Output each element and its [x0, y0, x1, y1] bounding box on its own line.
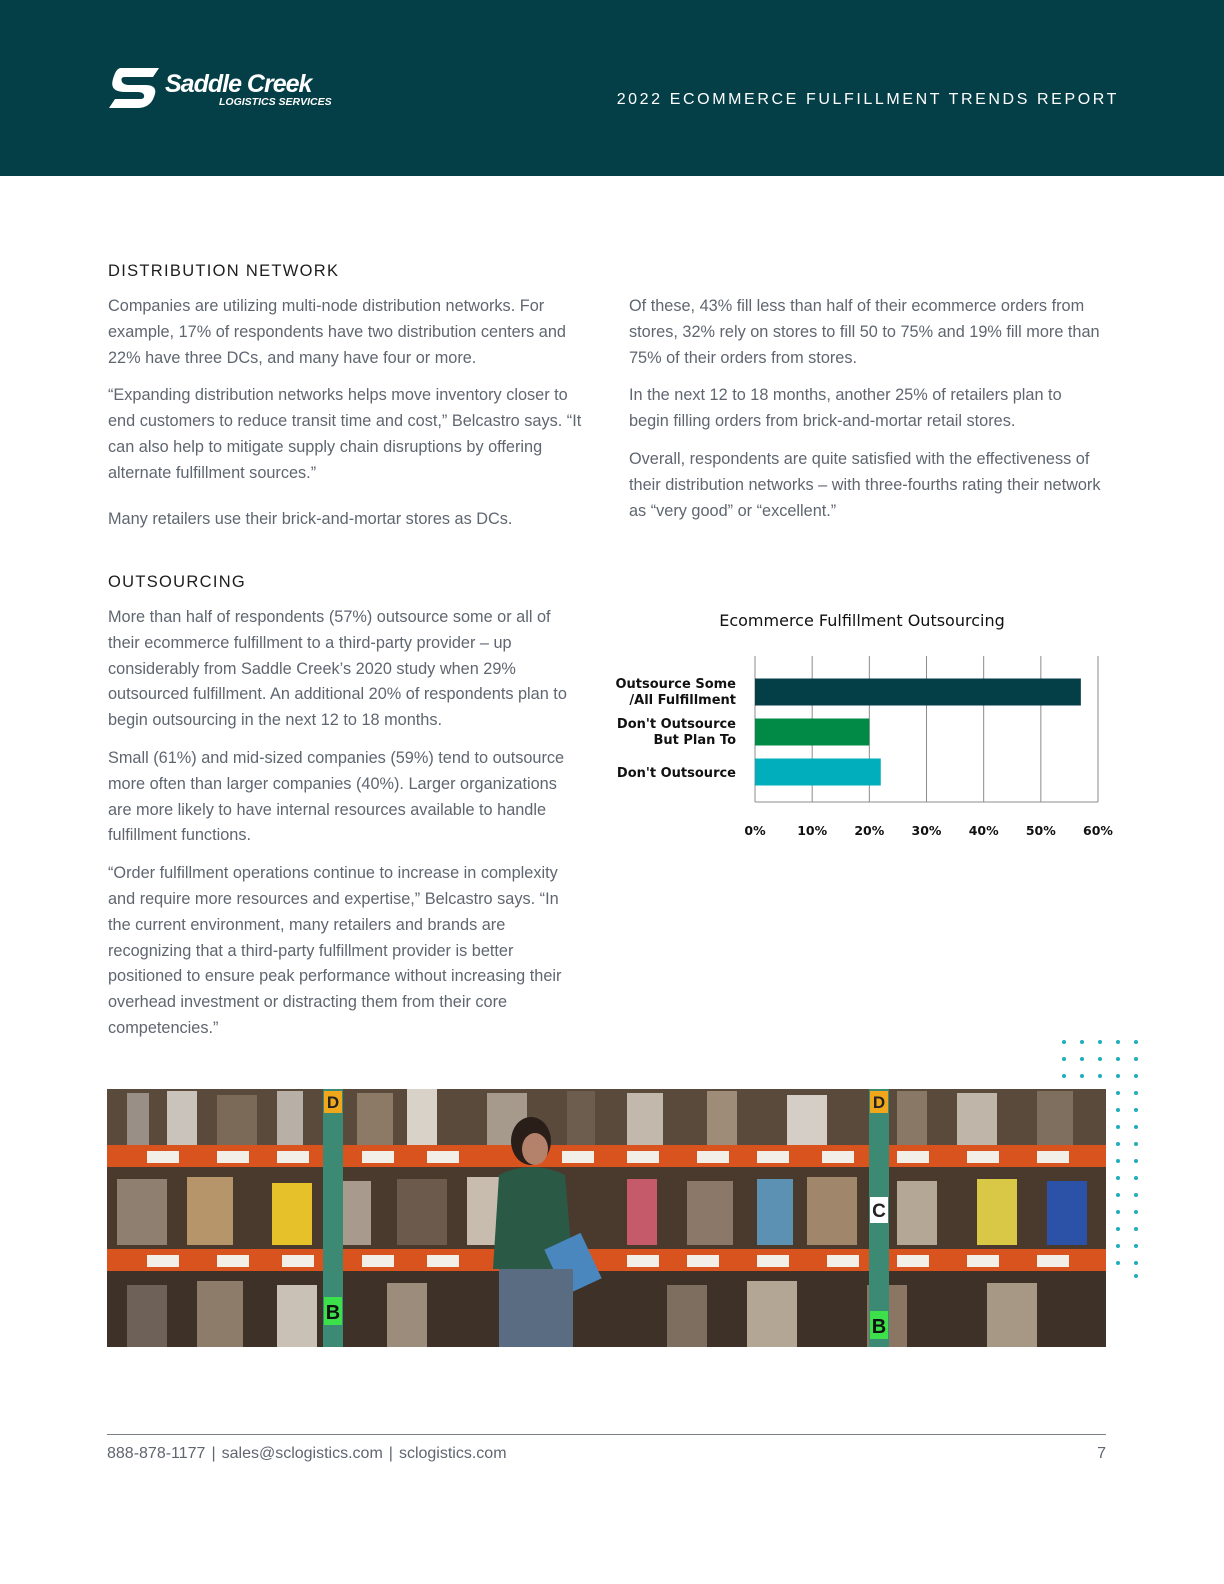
logo-s-mark-icon [107, 66, 163, 110]
chart-title: Ecommerce Fulfillment Outsourcing [719, 611, 1005, 630]
paragraph: “Expanding distribution networks helps move inventory closer to end customers to reduce transit time and cost,” Belcastro says. “It can also help to mitigate supply chain disruptions by offering alternate fulfillment sources.” [108, 386, 582, 482]
footer-contact [107, 1445, 507, 1463]
x-tick-label: 20% [854, 823, 885, 838]
page-header [0, 0, 1224, 176]
distribution-right-column [629, 294, 1105, 536]
outsourcing-column [108, 605, 584, 1054]
section-heading-distribution: DISTRIBUTION NETWORK [108, 262, 340, 280]
chart-bar [755, 759, 881, 786]
distribution-left-column [108, 294, 584, 544]
paragraph: “Order fulfillment operations continue to increase in complexity and require more resources and expertise,” Belcastro says. “In the current environment, many retailers and brands are recognizing that a third-party fulfillment provider is better positioned to ensure peak performance without increasing their overhead investment or distracting them from their core competencies.” [108, 864, 562, 1037]
x-tick-label: 60% [1083, 823, 1113, 838]
footer-separator: | [211, 1445, 216, 1462]
report-title: 2022 ECOMMERCE FULFILLMENT TRENDS REPORT [616, 91, 1119, 108]
x-tick-label: 40% [968, 823, 999, 838]
warehouse-photo [107, 1089, 1106, 1347]
footer-divider [107, 1434, 1106, 1435]
footer-phone[interactable]: 888-878-1177 [107, 1445, 206, 1462]
aisle-label: C [872, 1201, 886, 1222]
chart-bar [755, 679, 1081, 706]
footer-website[interactable]: sclogistics.com [398, 1445, 507, 1462]
chart-bar [755, 719, 869, 746]
logo-subtitle: LOGISTICS SERVICES [219, 96, 332, 108]
paragraph: Companies are utilizing multi-node distribution networks. For example, 17% of respondents have two distribution centers and 22% have three DCs, and many have four or more. [108, 297, 566, 367]
category-label: Don't Outsource [616, 766, 736, 781]
x-tick-label: 10% [797, 823, 828, 838]
page-number: 7 [1097, 1445, 1106, 1462]
paragraph: Overall, respondents are quite satisfied with the effectiveness of their distribution networks – with three-fourths rating their network as “very good” or “excellent.” [629, 449, 1101, 520]
footer-email[interactable]: sales@sclogistics.com [221, 1445, 383, 1462]
x-tick-label: 0% [744, 823, 766, 838]
x-tick-label: 30% [911, 823, 942, 838]
aisle-label: B [871, 1316, 887, 1338]
category-label: But Plan To [653, 733, 736, 748]
footer-separator: | [388, 1445, 393, 1462]
paragraph: Of these, 43% fill less than half of their ecommerce orders from stores, 32% rely on stores to fill 50 to 75% and 19% fill more than 75% of their orders from stores. [629, 297, 1100, 367]
outsourcing-chart [600, 600, 1120, 850]
chart-svg [600, 600, 1120, 850]
aisle-label: D [872, 1093, 886, 1112]
aisle-label: D [326, 1093, 340, 1112]
category-label: Don't Outsource [616, 717, 736, 732]
section-heading-outsourcing: OUTSOURCING [108, 573, 247, 591]
category-label: Outsource Some [615, 677, 736, 692]
paragraph: In the next 12 to 18 months, another 25% of retailers plan to begin filling orders from brick-and-mortar retail stores. [629, 386, 1062, 431]
logo-name: Saddle Creek [165, 70, 312, 98]
paragraph: Many retailers use their brick-and-mortar stores as DCs. [108, 509, 513, 528]
paragraph: More than half of respondents (57%) outsource some or all of their ecommerce fulfillment to a third-party provider – up considerably from Saddle Creek’s 2020 study when 29% outsourced fulfillment. An additional 20% of respondents plan to begin outsourcing in the next 12 to 18 months. [108, 608, 567, 730]
x-tick-label: 50% [1025, 823, 1056, 838]
paragraph: Small (61%) and mid-sized companies (59%) tend to outsource more often than larger companies (40%). Larger organizations are more likely to have internal resources available to handle fulfillment functions. [108, 748, 565, 845]
saddle-creek-logo [107, 66, 337, 114]
category-label: /All Fulfillment [629, 693, 736, 708]
aisle-label: B [325, 1302, 341, 1324]
